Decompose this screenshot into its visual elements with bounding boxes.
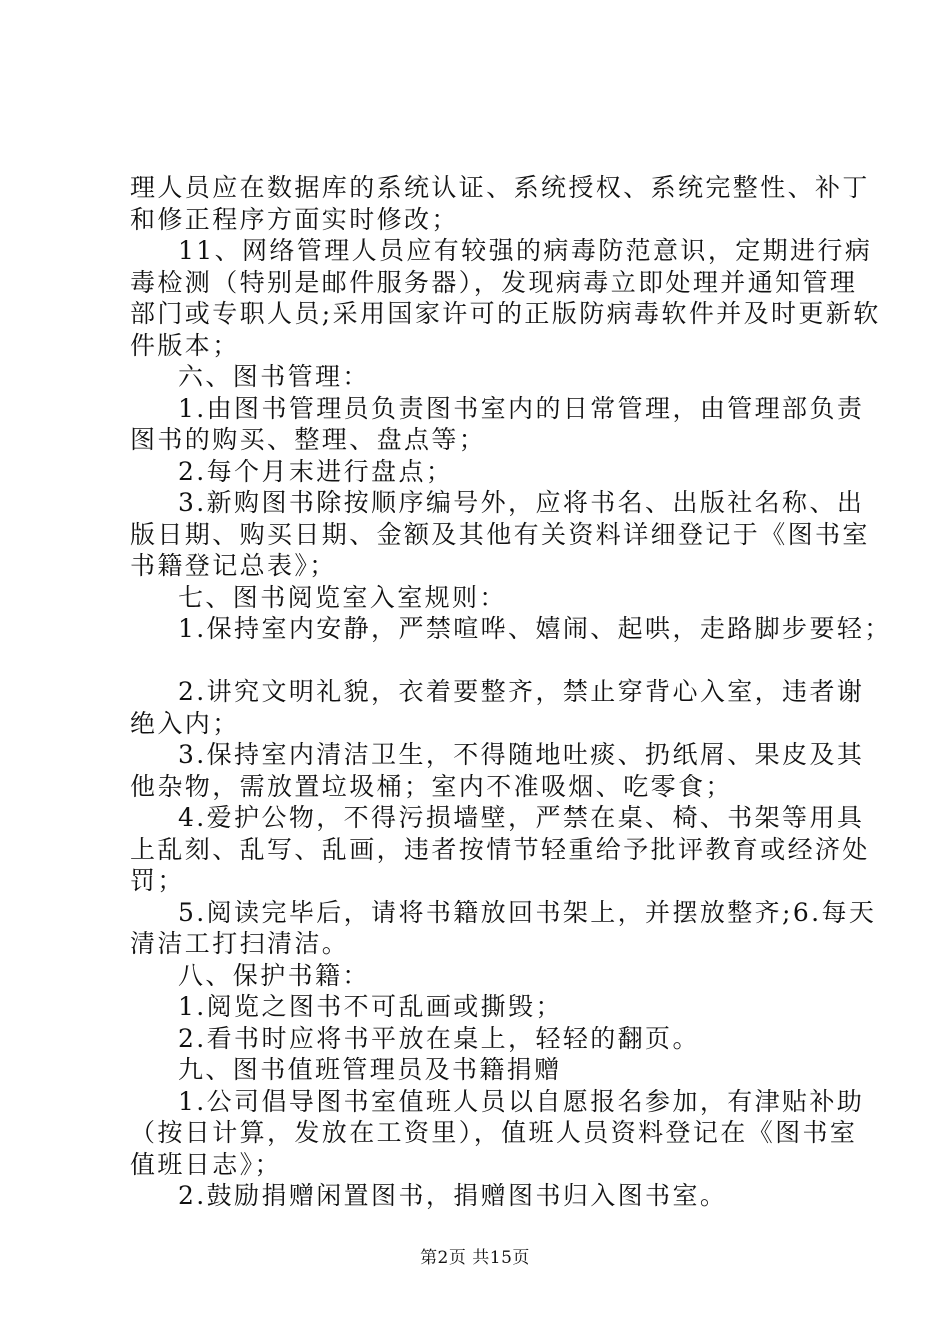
text-line: 毒检测（特别是邮件服务器），发现病毒立即处理并通知管理 (130, 267, 858, 297)
text-line: 4.爱护公物，不得污损墙壁，严禁在桌、椅、书架等用具 (178, 803, 865, 832)
text-line: 他杂物，需放置垃圾桶；室内不准吸烟、吃零食； (130, 771, 733, 801)
text-line: 2.每个月末进行盘点； (178, 456, 454, 486)
text-line: 罚； (130, 866, 185, 895)
text-line: 1.由图书管理员负责图书室内的日常管理，由管理部负责 (178, 393, 865, 423)
text-line: 版日期、购买日期、金额及其他有关资料详细登记于《图书室 (130, 519, 870, 549)
text-line: 清洁工打扫清洁。 (130, 929, 350, 958)
text-line: 绝入内； (130, 708, 240, 738)
text-line: 七、图书阅览室入室规则： (178, 582, 507, 612)
text-line: 上乱刻、乱写、乱画，违者按情节轻重给予批评教育或经济处 (130, 834, 870, 864)
text-line: 1.保持室内安静，严禁喧哗、嬉闹、起哄，走路脚步要轻； (178, 614, 892, 643)
text-line: 11、网络管理人员应有较强的病毒防范意识，定期进行病 (178, 236, 873, 265)
text-line: 理人员应在数据库的系统认证、系统授权、系统完整性、补丁 (130, 173, 870, 202)
text-line: 1.阅览之图书不可乱画或撕毁； (178, 992, 563, 1021)
text-line: 5.阅读完毕后，请将书籍放回书架上，并摆放整齐;6.每天 (178, 897, 877, 927)
text-line: 件版本； (130, 330, 240, 360)
blank-line (130, 645, 850, 677)
document-body (130, 172, 892, 1212)
text-line: 图书的购买、整理、盘点等； (130, 425, 487, 454)
text-line: 和修正程序方面实时修改； (130, 204, 459, 234)
page-footer: 第2页 共15页 (420, 1248, 530, 1268)
text-line: 六、图书管理： (178, 362, 370, 391)
text-line: 3.新购图书除按顺序编号外，应将书名、出版社名称、出 (178, 488, 865, 517)
text-line: 2.讲究文明礼貌，衣着要整齐，禁止穿背心入室，违者谢 (178, 677, 865, 706)
text-line: 2.看书时应将书平放在桌上，轻轻的翻页。 (178, 1023, 700, 1053)
text-line: （按日计算，发放在工资里），值班人员资料登记在《图书室 (130, 1118, 858, 1147)
text-line: 值班日志》； (130, 1149, 282, 1179)
text-line: 2.鼓励捐赠闲置图书，捐赠图书归入图书室。 (178, 1181, 728, 1210)
text-line: 书籍登记总表》； (130, 551, 337, 580)
text-line: 九、图书值班管理员及书籍捐赠 (178, 1055, 562, 1084)
text-line: 3.保持室内清洁卫生，不得随地吐痰、扔纸屑、果皮及其 (178, 740, 865, 769)
text-line: 1.公司倡导图书室值班人员以自愿报名参加，有津贴补助 (178, 1086, 865, 1116)
text-line: 八、保护书籍： (178, 960, 370, 990)
text-line: 部门或专职人员;采用国家许可的正版防病毒软件并及时更新软 (130, 299, 881, 328)
